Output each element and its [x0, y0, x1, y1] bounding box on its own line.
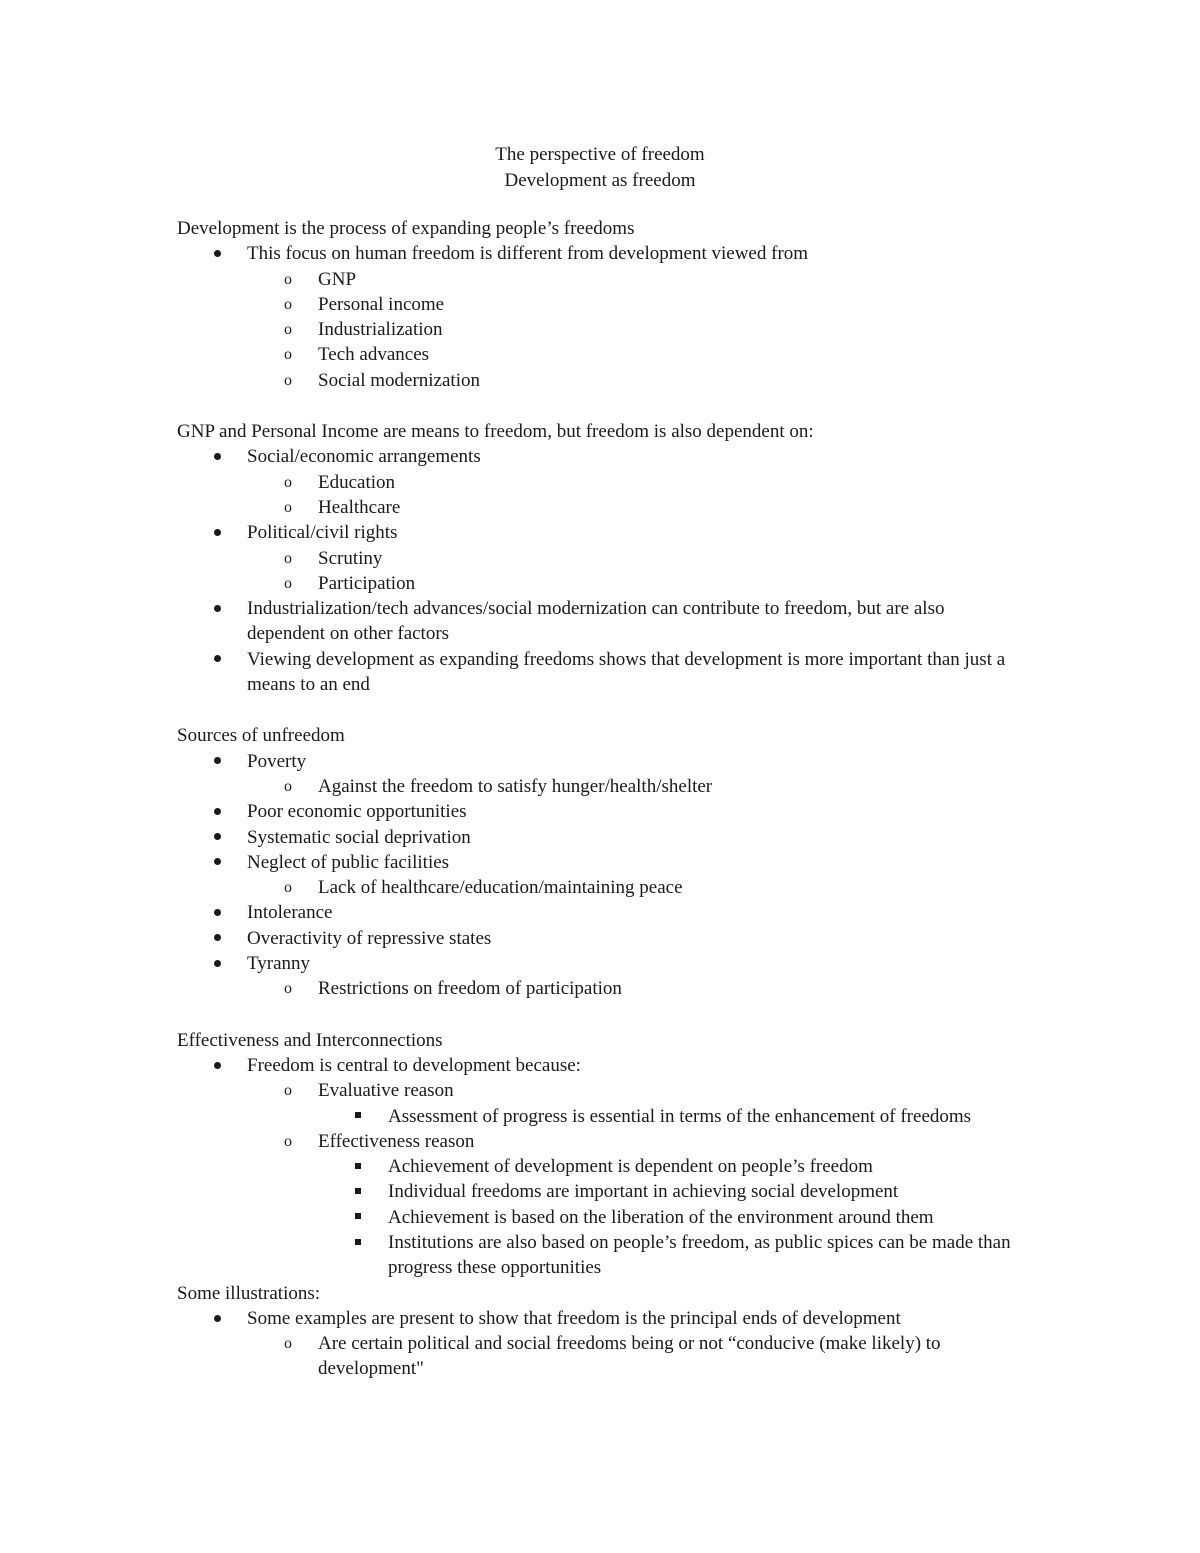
circle-bullet-icon: o	[284, 1082, 292, 1100]
bullet-list	[177, 444, 1027, 697]
section-development	[177, 216, 1027, 393]
bullet-icon	[210, 850, 224, 875]
title-block	[0, 142, 1200, 193]
section-effectiveness	[177, 1028, 1027, 1281]
list-item: Systematic social deprivation	[177, 825, 1027, 850]
list-item: o Social modernization	[177, 368, 1027, 393]
bullet-icon	[210, 241, 224, 266]
circle-bullet-icon: o	[284, 1132, 292, 1150]
circle-bullet-icon: o	[284, 346, 292, 364]
list-item: Institutions are also based on people’s freedom, as public spices can be made than progress these opportunities	[177, 1230, 1027, 1281]
list-item: Political/civil rights	[177, 520, 1027, 545]
bullet-icon	[210, 799, 224, 824]
list-item: o GNP	[177, 267, 1027, 292]
list-item: Achievement is based on the liberation of the environment around them	[177, 1205, 1027, 1230]
list-item: o Personal income	[177, 292, 1027, 317]
square-bullet-icon	[351, 1179, 365, 1204]
bullet-icon	[210, 520, 224, 545]
list-item: Some examples are present to show that freedom is the principal ends of development	[177, 1306, 1027, 1331]
list-item: Intolerance	[177, 900, 1027, 925]
list-item: Overactivity of repressive states	[177, 926, 1027, 951]
list-item: o Education	[177, 470, 1027, 495]
list-item: o Lack of healthcare/education/maintaining peace	[177, 875, 1027, 900]
circle-bullet-icon: o	[284, 371, 292, 389]
bullet-icon	[210, 647, 224, 672]
circle-bullet-icon: o	[284, 321, 292, 339]
bullet-icon	[210, 596, 224, 621]
square-bullet-icon	[351, 1205, 365, 1230]
bullet-list	[177, 1053, 1027, 1281]
list-item: Neglect of public facilities	[177, 850, 1027, 875]
document-body	[177, 216, 1027, 1382]
list-item: Poverty	[177, 749, 1027, 774]
list-item: o Evaluative reason	[177, 1078, 1027, 1103]
page-title: The perspective of freedom	[495, 144, 705, 165]
section-gnp	[177, 419, 1027, 697]
square-bullet-icon	[351, 1104, 365, 1129]
bullet-icon	[210, 1053, 224, 1078]
list-item: o Scrutiny	[177, 546, 1027, 571]
list-item: Industrialization/tech advances/social modernization can contribute to freedom, but are also dependent on other factors	[177, 596, 1027, 647]
list-item: o Participation	[177, 571, 1027, 596]
bullet-icon	[210, 1306, 224, 1331]
bullet-list	[177, 1306, 1027, 1382]
bullet-icon	[210, 900, 224, 925]
section-illustrations	[177, 1281, 1027, 1382]
bullet-icon	[210, 825, 224, 850]
list-item: Freedom is central to development because:	[177, 1053, 1027, 1078]
circle-bullet-icon: o	[284, 270, 292, 288]
section-heading: Some illustrations:	[177, 1282, 321, 1304]
circle-bullet-icon: o	[284, 879, 292, 897]
list-item: Viewing development as expanding freedoms shows that development is more important than just a means to an end	[177, 647, 1027, 698]
list-item: Achievement of development is dependent on people’s freedom	[177, 1154, 1027, 1179]
list-item: This focus on human freedom is different from development viewed from	[177, 241, 1027, 266]
list-item: o Effectiveness reason	[177, 1129, 1027, 1154]
list-item: o Are certain political and social freedoms being or not “conducive (make likely) to development"	[177, 1331, 1027, 1382]
bullet-list	[177, 241, 1027, 393]
list-item: o Restrictions on freedom of participation	[177, 976, 1027, 1001]
circle-bullet-icon: o	[284, 498, 292, 516]
list-item: Social/economic arrangements	[177, 444, 1027, 469]
list-item: Assessment of progress is essential in terms of the enhancement of freedoms	[177, 1104, 1027, 1129]
bullet-icon	[210, 926, 224, 951]
circle-bullet-icon: o	[284, 1335, 292, 1353]
bullet-icon	[210, 951, 224, 976]
circle-bullet-icon: o	[284, 574, 292, 592]
bullet-icon	[210, 749, 224, 774]
bullet-list	[177, 749, 1027, 1002]
list-item: o Tech advances	[177, 342, 1027, 367]
circle-bullet-icon: o	[284, 777, 292, 795]
section-heading: Effectiveness and Interconnections	[177, 1029, 443, 1051]
circle-bullet-icon: o	[284, 549, 292, 567]
list-item: Poor economic opportunities	[177, 799, 1027, 824]
list-item: o Healthcare	[177, 495, 1027, 520]
list-item: o Industrialization	[177, 317, 1027, 342]
circle-bullet-icon: o	[284, 295, 292, 313]
square-bullet-icon	[351, 1154, 365, 1179]
circle-bullet-icon: o	[284, 980, 292, 998]
list-item: Tyranny	[177, 951, 1027, 976]
square-bullet-icon	[351, 1230, 365, 1255]
page-subtitle: Development as freedom	[504, 169, 696, 191]
list-item: Individual freedoms are important in achieving social development	[177, 1179, 1027, 1204]
section-heading: Development is the process of expanding people’s freedoms	[177, 218, 635, 239]
circle-bullet-icon: o	[284, 473, 292, 491]
section-heading: GNP and Personal Income are means to freedom, but freedom is also dependent on:	[177, 421, 814, 443]
bullet-icon	[210, 444, 224, 469]
list-item: o Against the freedom to satisfy hunger/health/shelter	[177, 774, 1027, 799]
section-heading: Sources of unfreedom	[177, 725, 345, 747]
section-unfreedom	[177, 723, 1027, 1001]
